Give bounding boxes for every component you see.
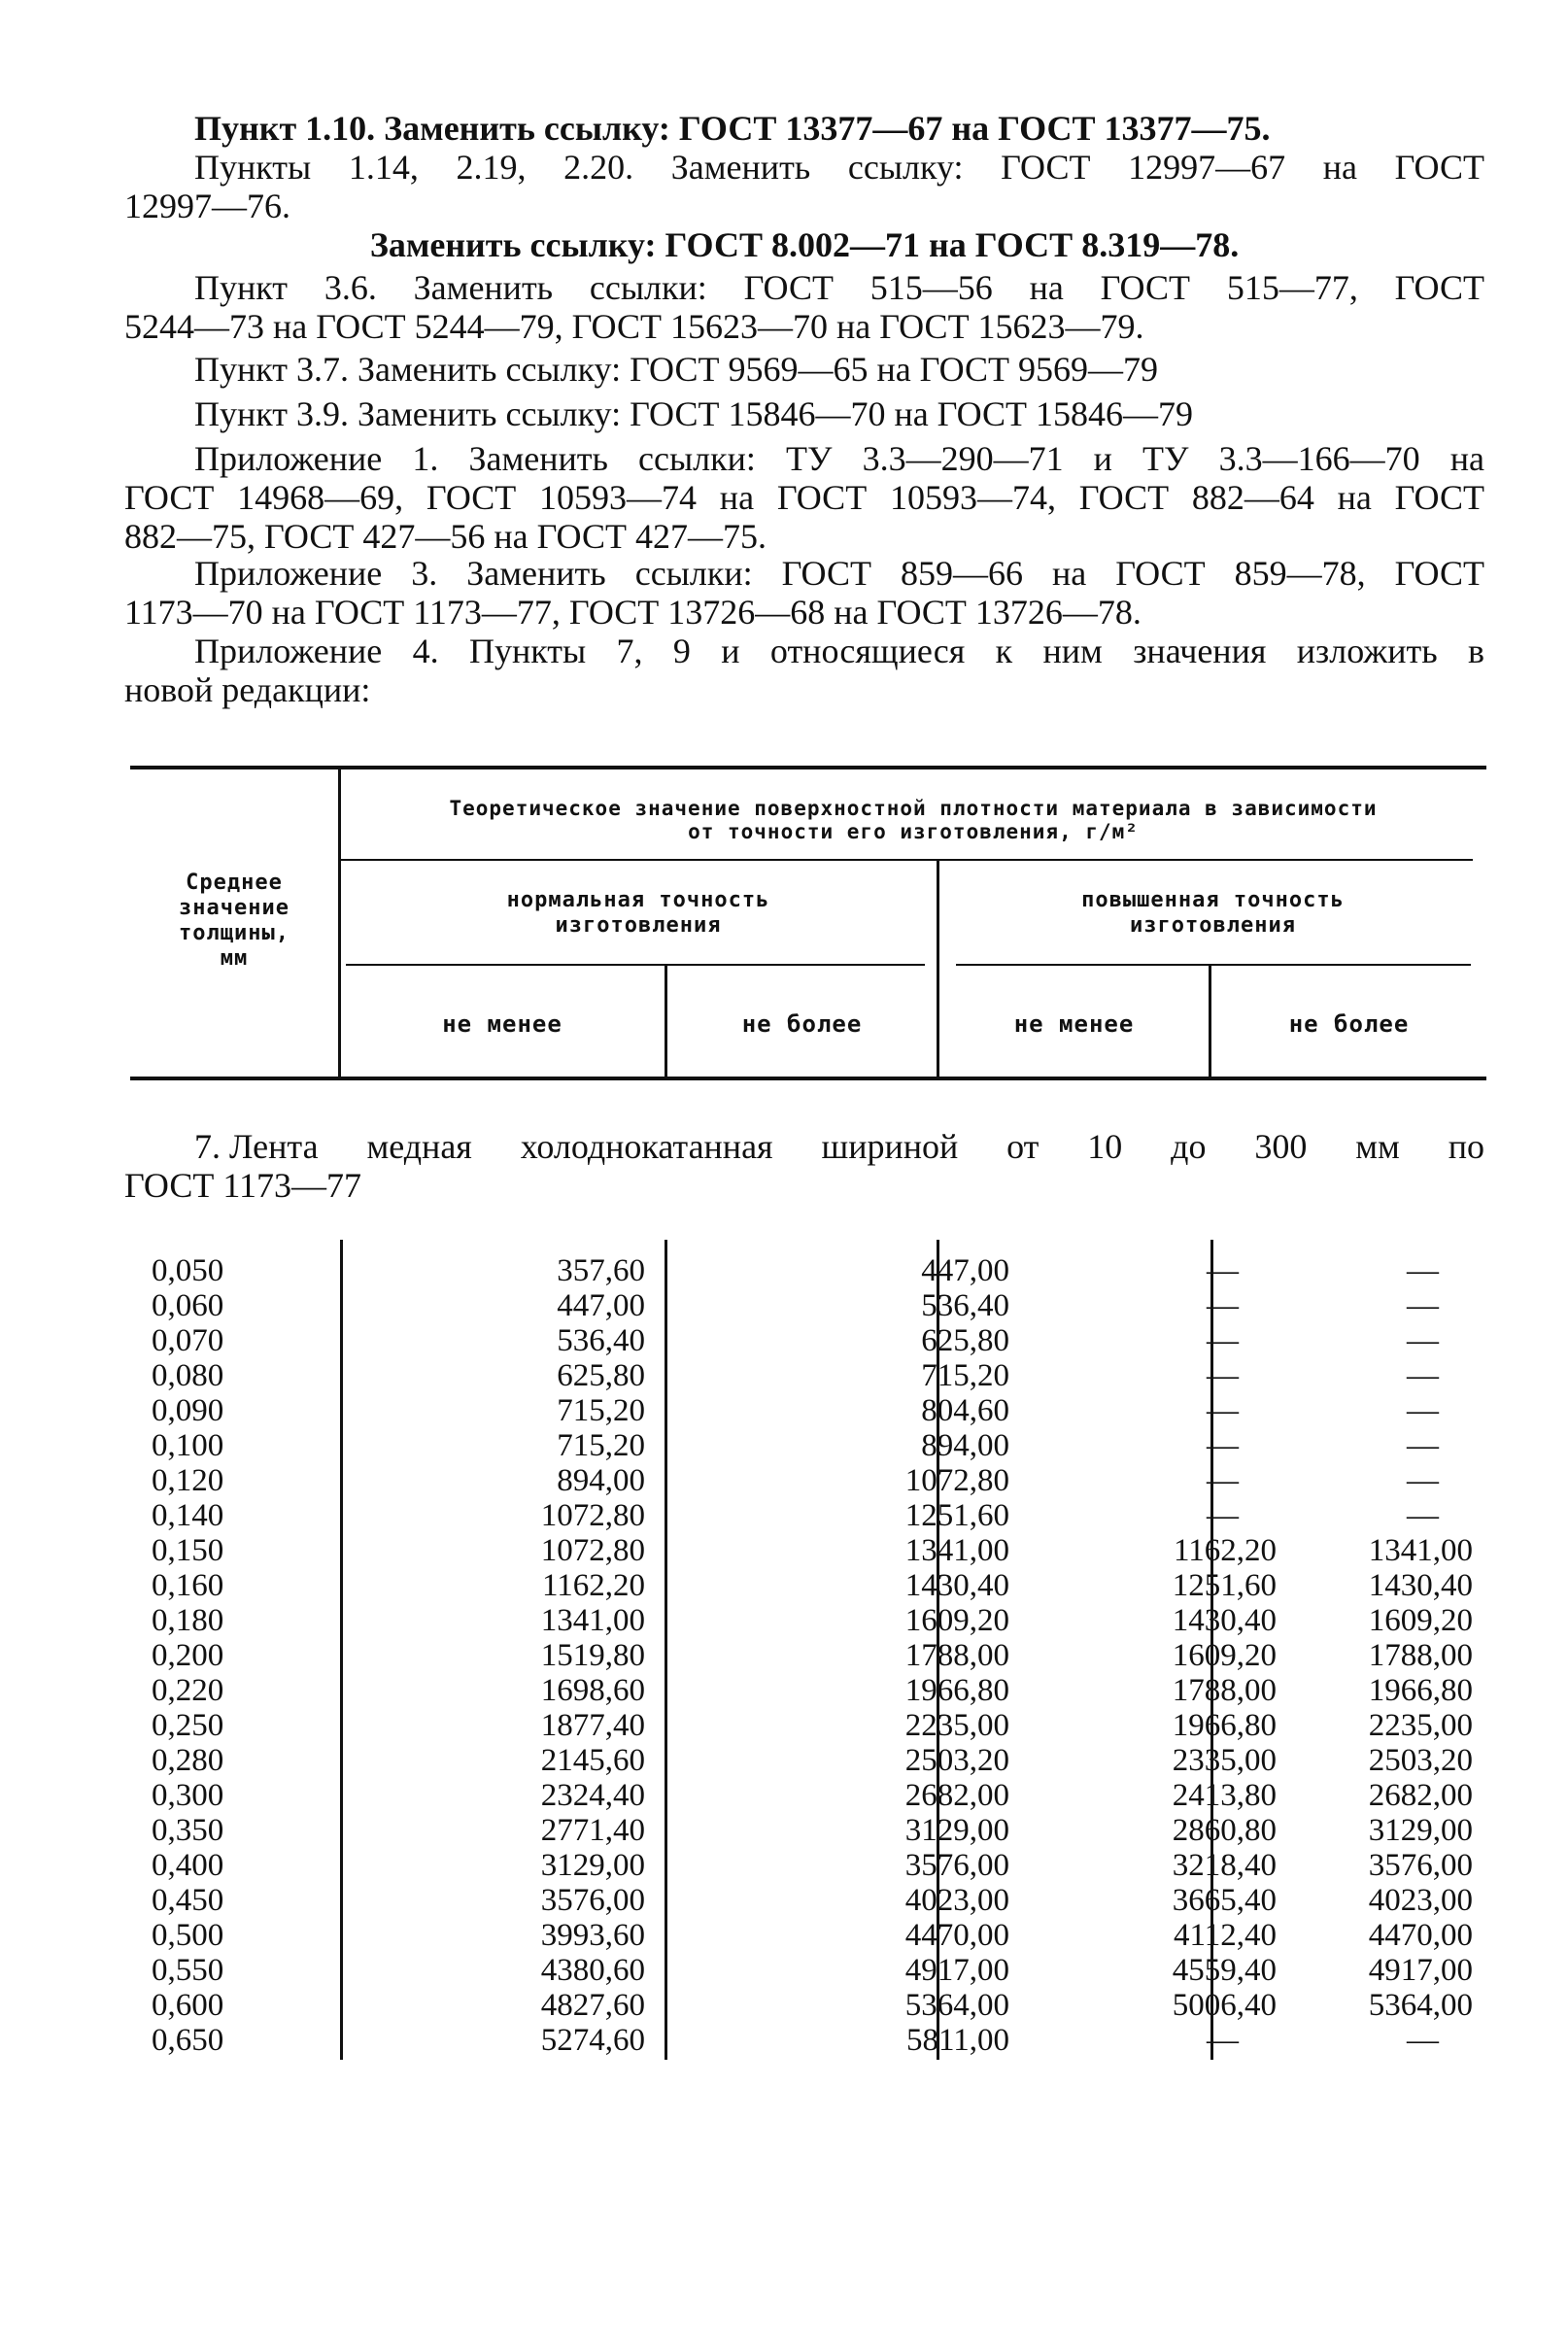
thickness-cell: 0,550 <box>152 1953 224 1988</box>
table-top-rule <box>130 766 1486 769</box>
normal-max-cell: 3576,00 <box>904 1848 1009 1883</box>
dash-cell-text: — <box>1207 1463 1239 1498</box>
high-max-cell <box>1286 1323 1473 1358</box>
dash-cell-text: — <box>1407 1463 1439 1498</box>
high-min-cell: 3218,40 <box>1172 1848 1277 1883</box>
dash-cell-text: — <box>1407 1428 1439 1463</box>
table-row <box>130 1848 1486 1883</box>
normal-max-cell: 2682,00 <box>904 1778 1009 1813</box>
high-max-cell <box>1286 2023 1473 2058</box>
dash-cell-text: — <box>1207 1393 1239 1428</box>
high-max-header: не более <box>1288 1010 1410 1038</box>
normal-min-cell: 447,00 <box>557 1288 645 1323</box>
normal-min-cell: 625,80 <box>557 1358 645 1393</box>
normal-min-cell: 894,00 <box>557 1463 645 1498</box>
high-min-cell <box>1005 1288 1277 1323</box>
thickness-cell: 0,060 <box>152 1288 224 1323</box>
high-min-cell: 4112,40 <box>1173 1918 1277 1953</box>
high-max-cell: 1341,00 <box>1368 1533 1473 1568</box>
normal-min-cell: 4380,60 <box>540 1953 645 1988</box>
caption-underline <box>340 859 1473 861</box>
high-min-cell <box>1005 1463 1277 1498</box>
normal-max-cell: 625,80 <box>921 1323 1009 1358</box>
normal-max-cell: 1072,80 <box>904 1463 1009 1498</box>
thickness-cell: 0,070 <box>152 1323 224 1358</box>
high-min-cell <box>1005 1358 1277 1393</box>
thickness-cell: 0,150 <box>152 1533 224 1568</box>
dash-cell-text: — <box>1407 1253 1439 1288</box>
normal-min-cell: 2324,40 <box>540 1778 645 1813</box>
normal-min-header: не менее <box>442 1010 562 1038</box>
high-max-cell: 4023,00 <box>1368 1883 1473 1918</box>
paragraph-1: Пункт 1.10. Заменить ссылку: ГОСТ 13377—67 на ГОСТ 13377—75. <box>194 109 1271 148</box>
table-row <box>130 1463 1486 1498</box>
thickness-cell: 0,220 <box>152 1673 224 1708</box>
high-min-cell <box>1005 1253 1277 1288</box>
table-row <box>130 1603 1486 1638</box>
high-max-cell: 4470,00 <box>1368 1918 1473 1953</box>
dash-cell-text: — <box>1407 1393 1439 1428</box>
paragraph-7: Приложение 1. Заменить ссылки: ТУ 3.3—290—71 и ТУ 3.3—166—70 на ГОСТ 14968—69, ГОСТ 10593—74 на ГОСТ 10593—74, ГОСТ 882—64 на ГОСТ 882—75, ГОСТ 427—56 на ГОСТ 427—75. <box>124 439 1484 556</box>
thickness-cell: 0,160 <box>152 1568 224 1603</box>
table-row <box>130 1253 1486 1288</box>
high-min-cell: 2413,80 <box>1172 1778 1277 1813</box>
table-row <box>130 1568 1486 1603</box>
normal-max-cell: 2235,00 <box>904 1708 1009 1743</box>
table-row <box>130 1393 1486 1428</box>
paragraph-3: Заменить ссылку: ГОСТ 8.002—71 на ГОСТ 8.319—78. <box>369 225 1240 264</box>
table-row <box>130 1428 1486 1463</box>
table-row <box>130 1323 1486 1358</box>
high-min-cell: 1430,40 <box>1172 1603 1277 1638</box>
table-row <box>130 1813 1486 1848</box>
high-min-cell: 4559,40 <box>1172 1953 1277 1988</box>
high-max-cell: 2682,00 <box>1368 1778 1473 1813</box>
density-caption: Теоретическое значение поверхностной плотности материала в зависимости от точности его изготовления, г/м² <box>449 797 1378 843</box>
thickness-cell: 0,400 <box>152 1848 224 1883</box>
high-max-cell: 4917,00 <box>1368 1953 1473 1988</box>
thickness-cell: 0,080 <box>152 1358 224 1393</box>
high-min-cell: 1966,80 <box>1172 1708 1277 1743</box>
table-header <box>130 766 1486 1086</box>
table-row <box>130 1953 1486 1988</box>
high-max-cell <box>1286 1428 1473 1463</box>
paragraph-9: Приложение 4. Пункты 7, 9 и относящиеся к ним значения изложить в новой редакции: <box>124 632 1484 709</box>
dash-cell-text: — <box>1207 1358 1239 1393</box>
normal-min-cell: 1341,00 <box>540 1603 645 1638</box>
dash-cell-text: — <box>1407 1288 1439 1323</box>
section-heading-line-2: ГОСТ 1173—77 <box>124 1166 362 1205</box>
high-max-cell: 1430,40 <box>1368 1568 1473 1603</box>
table-row <box>130 1988 1486 2023</box>
dash-cell-text: — <box>1407 1358 1439 1393</box>
normal-max-cell: 1788,00 <box>904 1638 1009 1673</box>
thickness-cell: 0,090 <box>152 1393 224 1428</box>
high-max-cell: 1609,20 <box>1368 1603 1473 1638</box>
high-max-cell: 1788,00 <box>1368 1638 1473 1673</box>
normal-max-cell: 1341,00 <box>904 1533 1009 1568</box>
high-min-header: не менее <box>1013 1010 1135 1038</box>
normal-max-cell: 1430,40 <box>904 1568 1009 1603</box>
high-min-cell <box>1005 1323 1277 1358</box>
normal-min-cell: 536,40 <box>557 1323 645 1358</box>
high-max-cell: 5364,00 <box>1368 1988 1473 2023</box>
normal-min-cell: 1162,20 <box>541 1568 645 1603</box>
high-min-cell: 1609,20 <box>1172 1638 1277 1673</box>
normal-max-header: не более <box>741 1010 863 1038</box>
normal-min-cell: 1519,80 <box>540 1638 645 1673</box>
normal-min-cell: 357,60 <box>557 1253 645 1288</box>
normal-min-cell: 3576,00 <box>540 1883 645 1918</box>
high-max-cell: 1966,80 <box>1368 1673 1473 1708</box>
high-max-cell: 3576,00 <box>1368 1848 1473 1883</box>
thickness-cell: 0,140 <box>152 1498 224 1533</box>
table-row <box>130 1288 1486 1323</box>
section-heading-line-1: 7. Лента медная холоднокатанная шириной от 10 до 300 мм по <box>194 1127 1484 1166</box>
thickness-cell: 0,450 <box>152 1883 224 1918</box>
dash-cell-text: — <box>1207 2023 1239 2058</box>
normal-max-cell: 1251,60 <box>904 1498 1009 1533</box>
dash-cell-text: — <box>1407 1498 1439 1533</box>
dash-cell-text: — <box>1207 1323 1239 1358</box>
normal-max-cell: 4470,00 <box>904 1918 1009 1953</box>
normal-max-cell: 536,40 <box>921 1288 1009 1323</box>
normal-min-cell: 715,20 <box>557 1428 645 1463</box>
dash-cell-text: — <box>1207 1498 1239 1533</box>
dash-cell-text: — <box>1207 1288 1239 1323</box>
high-max-cell: 3129,00 <box>1368 1813 1473 1848</box>
dash-cell-text: — <box>1407 2023 1439 2058</box>
normal-max-cell: 1609,20 <box>904 1603 1009 1638</box>
normal-max-cell: 894,00 <box>921 1428 1009 1463</box>
normal-min-cell: 3993,60 <box>540 1918 645 1953</box>
high-underline <box>956 964 1471 966</box>
thickness-cell: 0,300 <box>152 1778 224 1813</box>
thickness-cell: 0,180 <box>152 1603 224 1638</box>
normal-max-cell: 715,20 <box>921 1358 1009 1393</box>
high-min-cell <box>1005 1393 1277 1428</box>
high-min-cell: 1251,60 <box>1172 1568 1277 1603</box>
table-row <box>130 1673 1486 1708</box>
normal-max-cell: 1966,80 <box>904 1673 1009 1708</box>
thickness-cell: 0,200 <box>152 1638 224 1673</box>
normal-min-cell: 2771,40 <box>540 1813 645 1848</box>
table-row <box>130 1358 1486 1393</box>
paragraph-2: Пункты 1.14, 2.19, 2.20. Заменить ссылку: ГОСТ 12997—67 на ГОСТ 12997—76. <box>124 148 1484 225</box>
normal-underline <box>346 964 925 966</box>
high-min-cell: 5006,40 <box>1172 1988 1277 2023</box>
table-row <box>130 1883 1486 1918</box>
high-max-cell: 2503,20 <box>1368 1743 1473 1778</box>
high-max-cell <box>1286 1358 1473 1393</box>
thickness-cell: 0,350 <box>152 1813 224 1848</box>
table-row <box>130 1708 1486 1743</box>
high-min-cell: 3665,40 <box>1172 1883 1277 1918</box>
normal-max-cell: 4917,00 <box>904 1953 1009 1988</box>
table-row <box>130 1533 1486 1568</box>
high-max-cell <box>1286 1498 1473 1533</box>
high-max-cell <box>1286 1253 1473 1288</box>
normal-min-cell: 715,20 <box>557 1393 645 1428</box>
normal-min-cell: 1698,60 <box>540 1673 645 1708</box>
table-header-bottom-rule <box>130 1077 1486 1080</box>
normal-max-cell: 5811,00 <box>905 2023 1009 2058</box>
normal-min-cell: 1877,40 <box>540 1708 645 1743</box>
table-row <box>130 1778 1486 1813</box>
high-min-cell <box>1005 2023 1277 2058</box>
normal-max-cell: 3129,00 <box>904 1813 1009 1848</box>
dash-cell-text: — <box>1207 1428 1239 1463</box>
thickness-cell: 0,050 <box>152 1253 224 1288</box>
table-row <box>130 1743 1486 1778</box>
normal-min-cell: 4827,60 <box>540 1988 645 2023</box>
high-max-cell <box>1286 1393 1473 1428</box>
paragraph-6: Пункт 3.9. Заменить ссылку: ГОСТ 15846—70 на ГОСТ 15846—79 <box>194 394 1194 433</box>
normal-max-cell: 5364,00 <box>904 1988 1009 2023</box>
thickness-column-header: Среднее значение толщины, мм <box>179 871 290 971</box>
normal-min-cell: 3129,00 <box>540 1848 645 1883</box>
normal-max-cell: 804,60 <box>921 1393 1009 1428</box>
table-row <box>130 1638 1486 1673</box>
table-row <box>130 1498 1486 1533</box>
high-min-cell: 2335,00 <box>1172 1743 1277 1778</box>
table-row <box>130 1918 1486 1953</box>
dash-cell-text: — <box>1407 1323 1439 1358</box>
thickness-cell: 0,100 <box>152 1428 224 1463</box>
dash-cell-text: — <box>1207 1253 1239 1288</box>
high-min-cell <box>1005 1428 1277 1463</box>
high-max-cell <box>1286 1288 1473 1323</box>
high-min-cell: 2860,80 <box>1172 1813 1277 1848</box>
thickness-cell: 0,120 <box>152 1463 224 1498</box>
high-min-cell <box>1005 1498 1277 1533</box>
normal-min-cell: 2145,60 <box>540 1743 645 1778</box>
normal-accuracy-header: нормальная точность изготовления <box>506 888 770 938</box>
normal-max-cell: 447,00 <box>921 1253 1009 1288</box>
high-min-cell: 1162,20 <box>1173 1533 1277 1568</box>
thickness-cell: 0,600 <box>152 1988 224 2023</box>
high-min-cell: 1788,00 <box>1172 1673 1277 1708</box>
normal-max-cell: 2503,20 <box>904 1743 1009 1778</box>
section-heading <box>124 1127 1484 1205</box>
normal-min-cell: 5274,60 <box>540 2023 645 2058</box>
normal-max-cell: 4023,00 <box>904 1883 1009 1918</box>
thickness-cell: 0,280 <box>152 1743 224 1778</box>
paragraph-5: Пункт 3.7. Заменить ссылку: ГОСТ 9569—65 на ГОСТ 9569—79 <box>194 350 1159 389</box>
normal-min-cell: 1072,80 <box>540 1533 645 1568</box>
normal-min-cell: 1072,80 <box>540 1498 645 1533</box>
thickness-cell: 0,500 <box>152 1918 224 1953</box>
thickness-cell: 0,650 <box>152 2023 224 2058</box>
high-max-cell <box>1286 1463 1473 1498</box>
table-row <box>130 2023 1486 2058</box>
paragraph-4: Пункт 3.6. Заменить ссылки: ГОСТ 515—56 на ГОСТ 515—77, ГОСТ 5244—73 на ГОСТ 5244—79, ГОСТ 15623—70 на ГОСТ 15623—79. <box>124 268 1484 346</box>
high-accuracy-header: повышенная точность изготовления <box>1081 888 1345 938</box>
high-max-cell: 2235,00 <box>1368 1708 1473 1743</box>
paragraph-8: Приложение 3. Заменить ссылки: ГОСТ 859—66 на ГОСТ 859—78, ГОСТ 1173—70 на ГОСТ 1173—77, ГОСТ 13726—68 на ГОСТ 13726—78. <box>124 554 1484 632</box>
thickness-cell: 0,250 <box>152 1708 224 1743</box>
